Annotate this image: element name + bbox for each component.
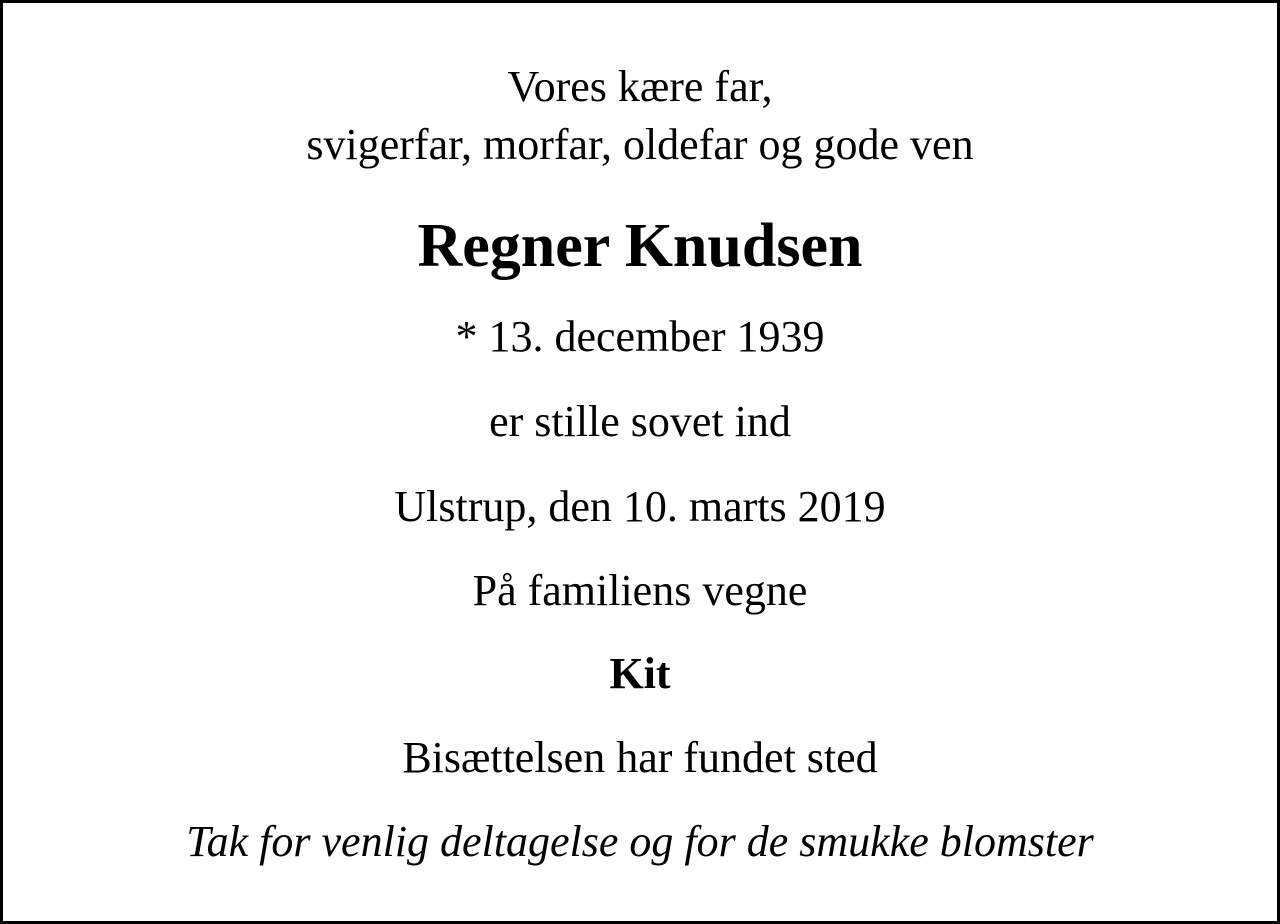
birth-date: * 13. december 1939 (455, 312, 825, 361)
signer-name: Kit (609, 649, 671, 698)
funeral-text: Bisættelsen har fundet sted (402, 733, 878, 782)
deceased-name: Regner Knudsen (417, 212, 863, 280)
intro-line-2: svigerfar, morfar, oldefar og gode ven (306, 120, 974, 169)
on-behalf-text: På familiens vegne (472, 566, 808, 615)
place-and-date: Ulstrup, den 10. marts 2019 (394, 482, 886, 531)
intro-line-1: Vores kære far, (507, 62, 773, 111)
thanks-text: Tak for venlig deltagelse og for de smukke blomster (186, 817, 1094, 866)
passed-away-text: er stille sovet ind (489, 397, 791, 446)
